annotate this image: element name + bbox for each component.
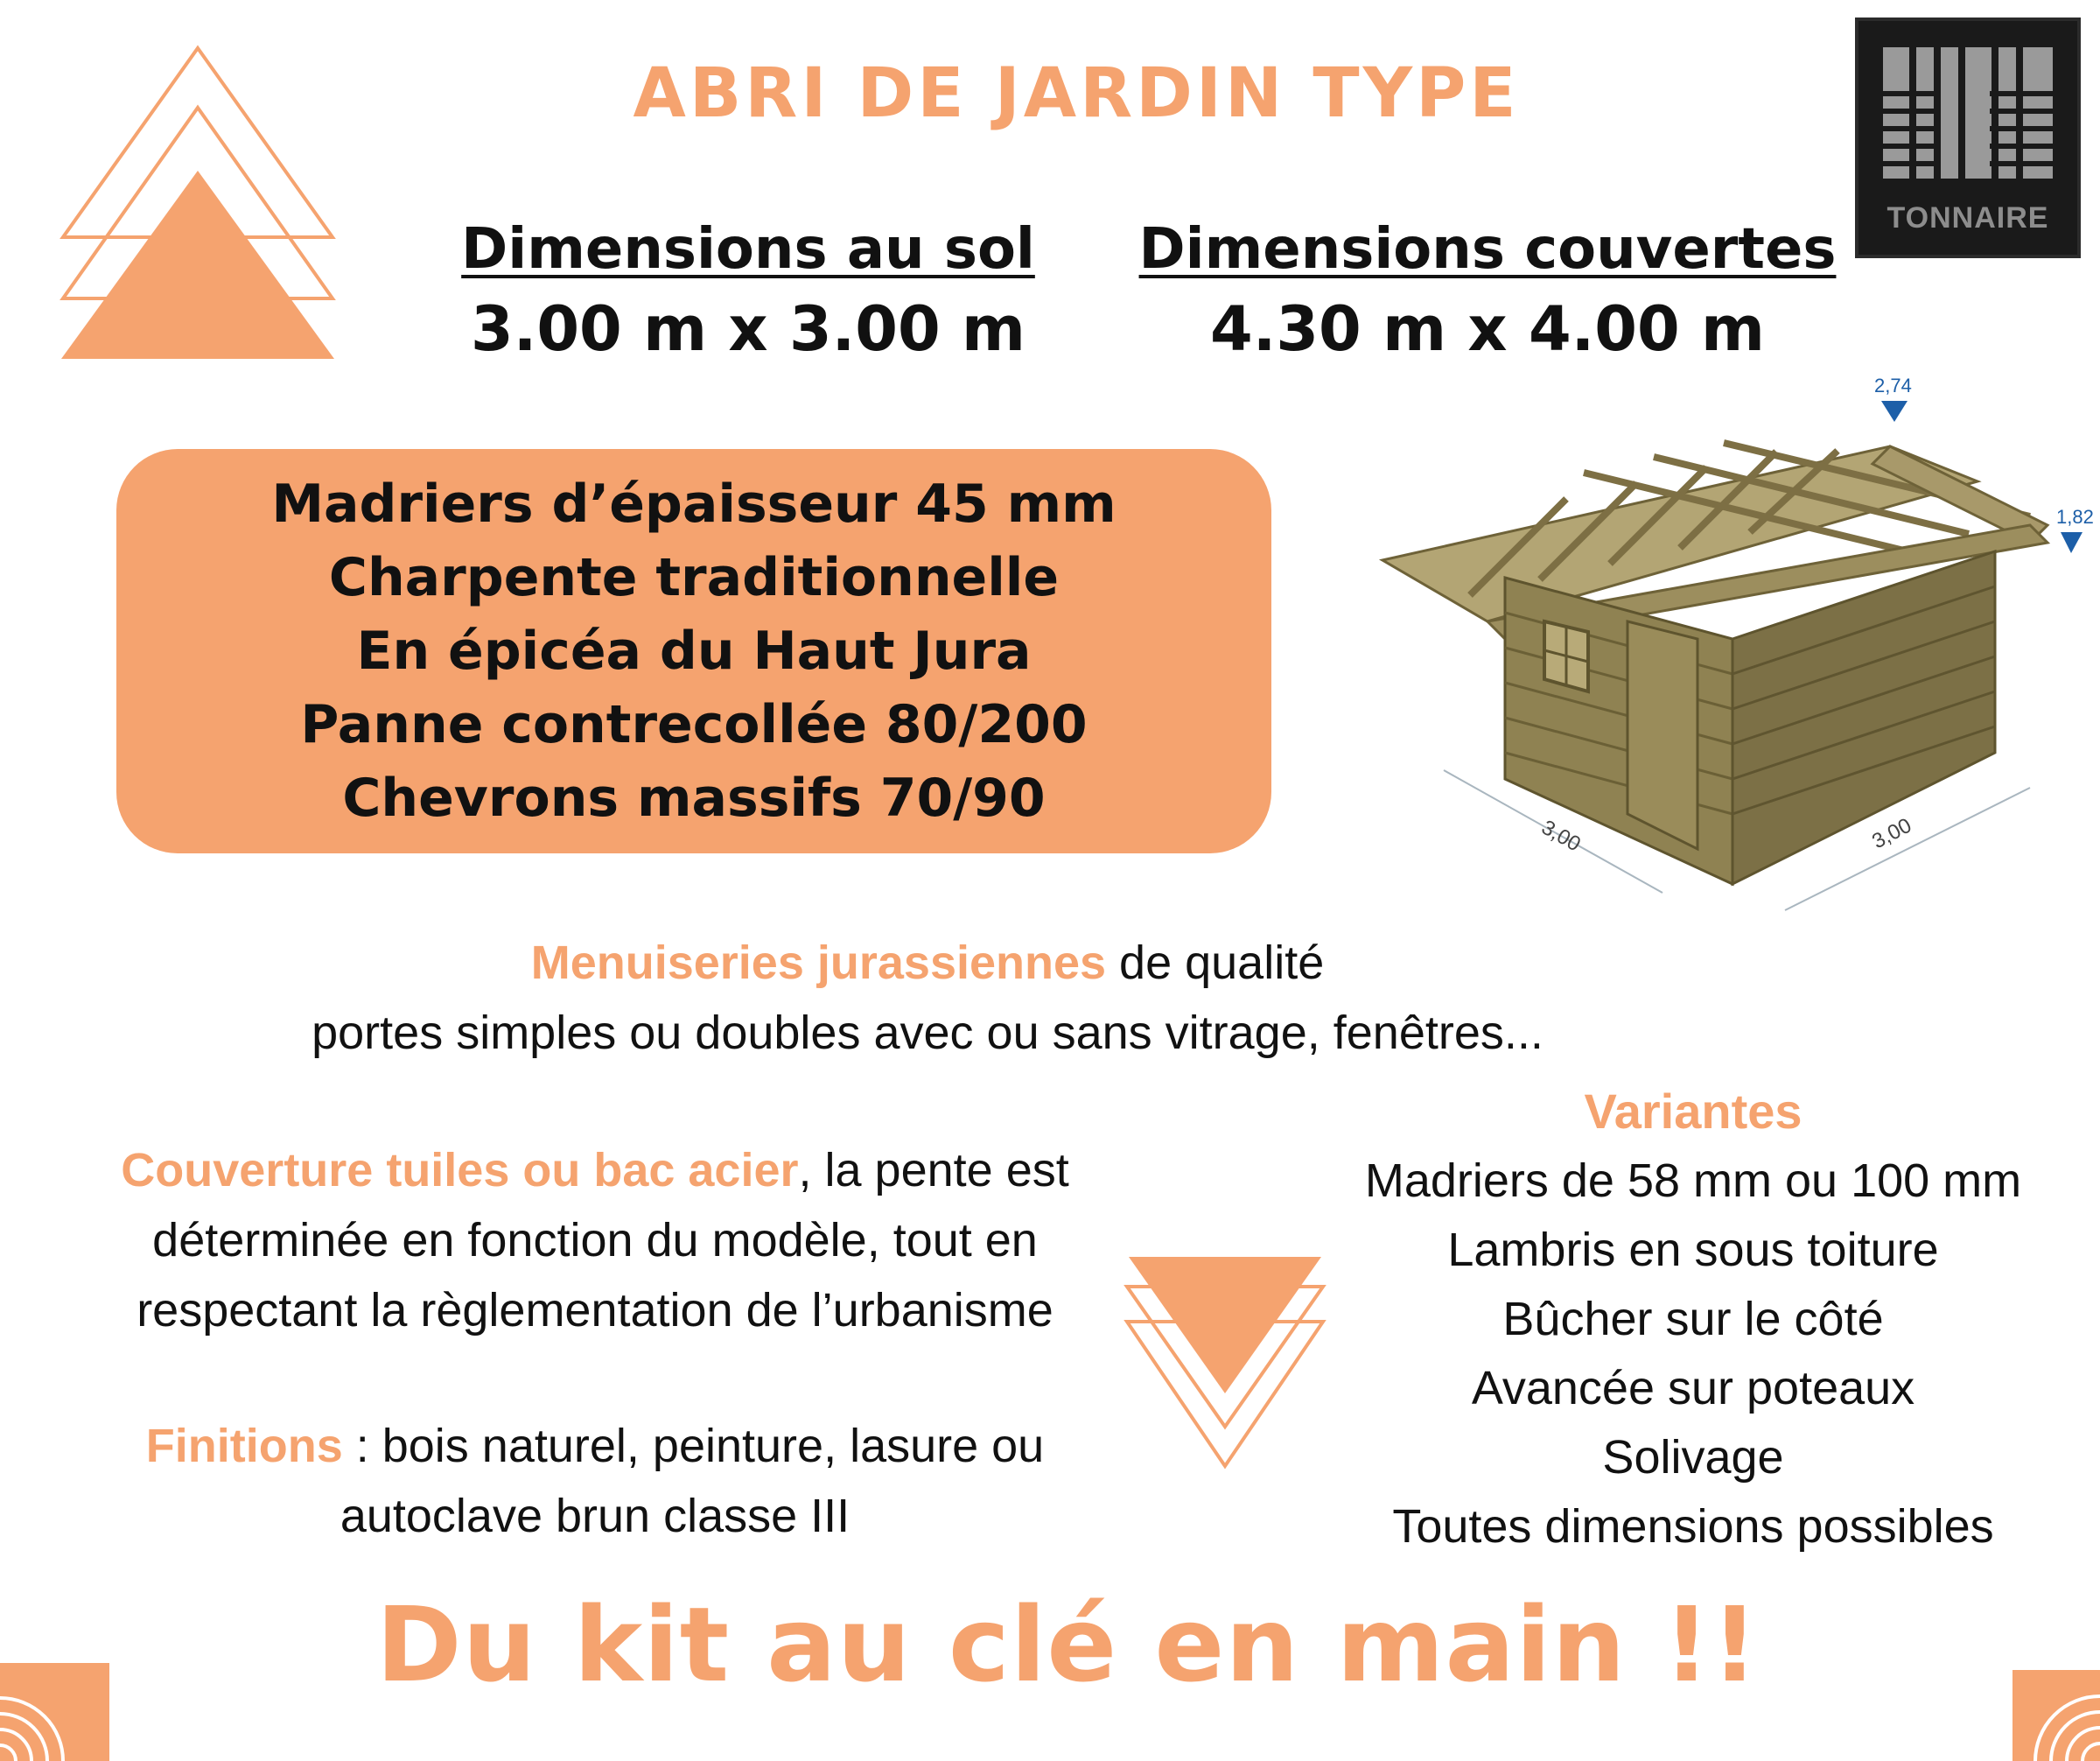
finitions-text (70, 1411, 1120, 1551)
decorative-triangles-top-left (52, 39, 350, 372)
couverture-rest: , la pente est (798, 1144, 1069, 1196)
finitions-line2: autoclave brun classe III (340, 1490, 850, 1542)
feature-item: Charpente traditionnelle (328, 547, 1060, 608)
dimensions-couvertes-value: 4.30 m x 4.00 m (1210, 293, 1765, 365)
menuiseries-text (175, 928, 1680, 1068)
decorative-corner-bottom-right (2012, 1670, 2100, 1761)
page-title: ABRI DE JARDIN TYPE (633, 54, 1520, 133)
dimensions-couvertes-label: Dimensions couvertes (1138, 217, 1837, 282)
logo-mark-icon (1858, 30, 2077, 205)
menuiseries-line2: portes simples ou doubles avec ou sans vitrage, fenêtres... (312, 1007, 1544, 1059)
couverture-text (52, 1135, 1138, 1345)
variante-item: Toutes dimensions possibles (1392, 1500, 1994, 1553)
menuiseries-accent: Menuiseries jurassiennes (530, 937, 1107, 989)
feature-item: Madriers d’épaisseur 45 mm (271, 474, 1116, 535)
logo-text: TONNAIRE (1886, 201, 2049, 235)
menuiseries-rest: de qualité (1106, 937, 1325, 989)
decorative-corner-bottom-left (0, 1663, 109, 1761)
finitions-rest: : bois naturel, peinture, lasure ou (342, 1420, 1045, 1472)
feature-item: Panne contrecollée 80/200 (300, 694, 1088, 755)
dimension-front-right-label: 3,00 (1868, 813, 1916, 854)
couverture-accent: Couverture tuiles ou bac acier (121, 1144, 799, 1196)
feature-item: Chevrons massifs 70/90 (342, 768, 1046, 829)
variantes-title: Variantes (1584, 1084, 1802, 1139)
tonnaire-logo (1855, 18, 2081, 258)
couverture-line3: respectant la règlementation de l’urbanisme (136, 1284, 1054, 1337)
dimensions-sol-label: Dimensions au sol (461, 217, 1035, 282)
height-high-label: 2,74 (1874, 375, 1912, 396)
variante-item: Solivage (1602, 1431, 1784, 1484)
variante-item: Madriers de 58 mm ou 100 mm (1364, 1154, 2022, 1207)
slogan: Du kit au clé en main !! (375, 1584, 1760, 1705)
finitions-accent: Finitions (145, 1420, 343, 1472)
height-low-label: 1,82 (2056, 506, 2094, 528)
variante-item: Lambris en sous toiture (1447, 1224, 1939, 1276)
variantes-list (1312, 1077, 2074, 1561)
dimension-front-left-label: 3,00 (1537, 815, 1585, 857)
garden-shed-illustration (1365, 359, 2100, 919)
feature-item: En épicéa du Haut Jura (356, 621, 1032, 682)
variante-item: Avancée sur poteaux (1471, 1362, 1915, 1414)
features-box (116, 449, 1271, 853)
variante-item: Bûcher sur le côté (1502, 1293, 1884, 1345)
dimensions-sol-value: 3.00 m x 3.00 m (471, 293, 1026, 365)
couverture-line2: déterminée en fonction du modèle, tout en (152, 1214, 1038, 1266)
decorative-triangles-center (1120, 1252, 1330, 1488)
